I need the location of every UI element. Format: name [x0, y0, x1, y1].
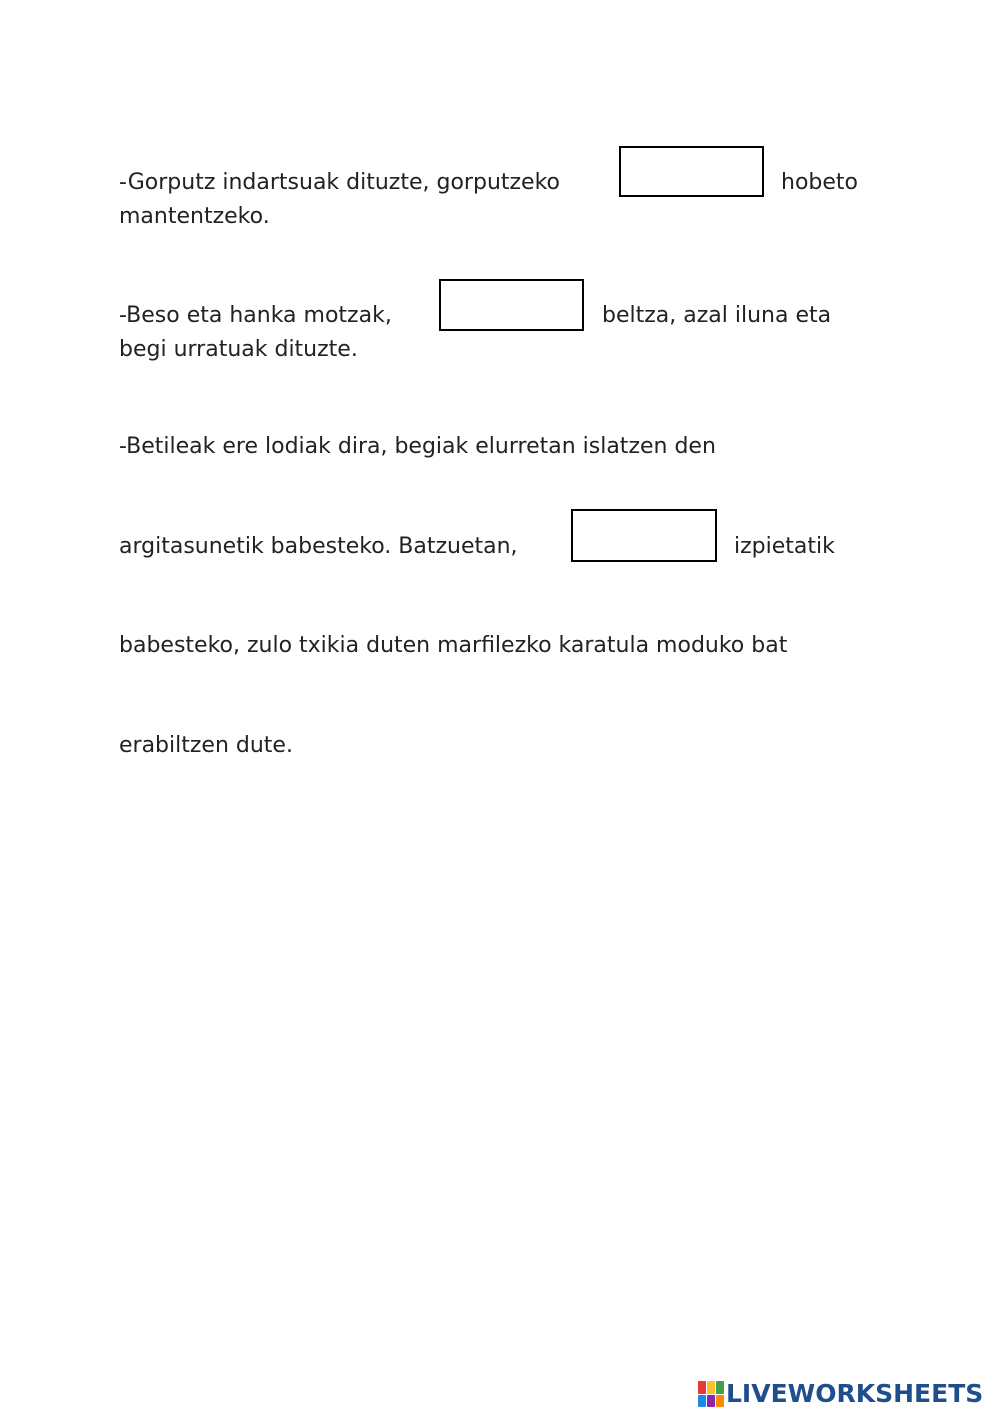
paragraph-3-line-4: erabiltzen dute. — [119, 733, 293, 758]
liveworksheets-wordmark: LIVEWORKSHEETS — [726, 1379, 984, 1408]
logo-block-5 — [707, 1395, 715, 1408]
answer-blank-3[interactable] — [571, 509, 717, 562]
paragraph-1-line-1-after: hobeto — [781, 170, 858, 195]
paragraph-3-line-1: -Betileak ere lodiak dira, begiak elurretan islatzen den — [119, 434, 716, 459]
logo-block-4 — [698, 1395, 706, 1408]
answer-blank-2[interactable] — [439, 279, 584, 331]
paragraph-1-line-1-before: -Gorputz indartsuak dituzte, gorputzeko — [119, 170, 561, 195]
logo-block-3 — [716, 1381, 724, 1394]
paragraph-3-line-2-after: izpietatik — [734, 534, 835, 559]
paragraph-3-line-2-before: argitasunetik babesteko. Batzuetan, — [119, 534, 518, 559]
logo-block-2 — [707, 1381, 715, 1394]
liveworksheets-logo — [698, 1380, 983, 1408]
paragraph-3-line-3: babesteko, zulo txikia duten marfilezko karatula moduko bat — [119, 633, 788, 658]
answer-blank-1[interactable] — [619, 146, 764, 197]
logo-block-6 — [716, 1395, 724, 1408]
liveworksheets-logo-icon — [698, 1381, 724, 1407]
paragraph-1-line-2: mantentzeko. — [119, 204, 270, 229]
paragraph-2-line-2: begi urratuak dituzte. — [119, 337, 358, 362]
paragraph-2-line-1-before: -Beso eta hanka motzak, — [119, 303, 392, 328]
paragraph-2-line-1-after: beltza, azal iluna eta — [602, 303, 832, 328]
logo-block-1 — [698, 1381, 706, 1394]
